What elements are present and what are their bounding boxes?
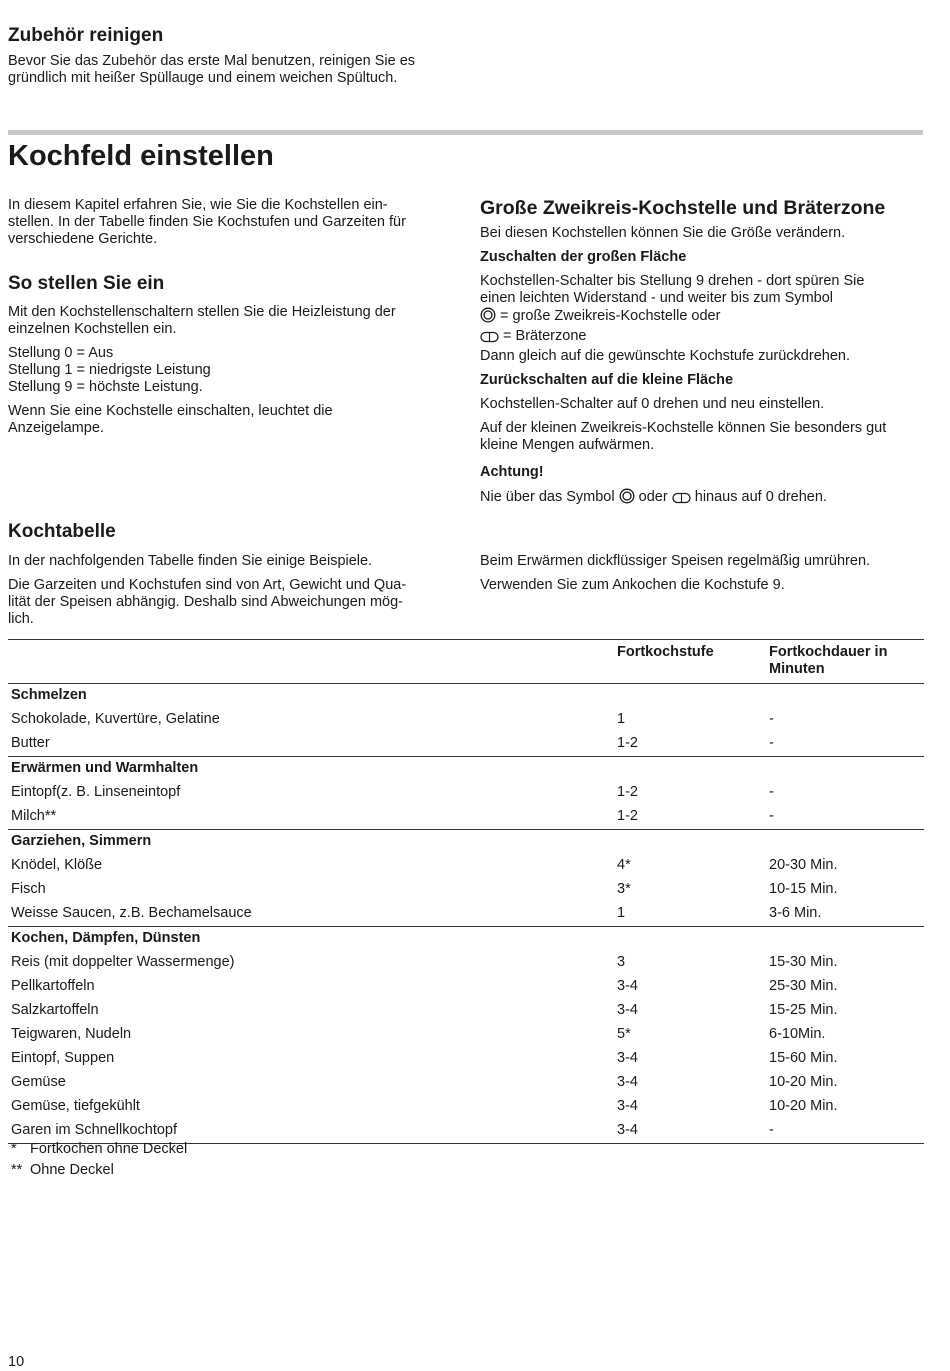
header-level: Fortkochstufe bbox=[617, 644, 714, 660]
dish-cell: Schokolade, Kuvertüre, Gelatine bbox=[11, 711, 220, 727]
chapter-title: Kochfeld einstellen bbox=[8, 140, 274, 172]
time-cell: - bbox=[769, 735, 774, 751]
warning-text: Nie über das Symbol oder hinaus auf 0 drehen. bbox=[480, 488, 925, 509]
time-cell: 6-10Min. bbox=[769, 1026, 826, 1042]
zone-on-text: Kochstellen-Schalter bis Stellung 9 drehen - dort spüren Sie einen leichten Widerstand - und weiter bis zum Symbol = große Zweikreis-Kochstelle oder = Bräterzone Dann gleich auf die gewünschte Kochstufe zurückdrehen. bbox=[480, 273, 865, 364]
chapter-intro: In diesem Kapitel erfahren Sie, wie Sie die Kochstellen ein- stellen. In der Tabelle finden Sie Kochstufen und Garzeiten für verschiedene Gerichte. bbox=[8, 197, 406, 247]
group-name: Erwärmen und Warmhalten bbox=[8, 757, 924, 782]
time-cell: 20-30 Min. bbox=[769, 857, 838, 873]
setup-indicator-note: Wenn Sie eine Kochstelle einschalten, leuchtet die Anzeigelampe. bbox=[8, 403, 333, 436]
warning-heading: Achtung! bbox=[480, 464, 544, 480]
zone-section bbox=[480, 225, 925, 509]
dish-cell: Fisch bbox=[11, 881, 46, 897]
zone-intro: Bei diesen Kochstellen können Sie die Größe verändern. bbox=[480, 225, 846, 241]
table-row bbox=[8, 708, 924, 732]
level-cell: 1-2 bbox=[617, 808, 638, 824]
table-row bbox=[8, 732, 924, 757]
header-time: Fortkochdauer in Minuten bbox=[769, 644, 888, 677]
dish-cell: Eintopf, Suppen bbox=[11, 1050, 115, 1066]
table-row bbox=[8, 1095, 924, 1119]
level-cell: 1-2 bbox=[617, 784, 638, 800]
zone-small-note: Auf der kleinen Zweikreis-Kochstelle können Sie besonders gut kleine Mengen aufwärmen. bbox=[480, 420, 887, 453]
dish-cell: Weisse Saucen, z.B. Bechamelsauce bbox=[11, 905, 252, 921]
level-cell: 1 bbox=[617, 711, 626, 727]
table-row bbox=[8, 781, 924, 805]
time-cell: 3-6 Min. bbox=[769, 905, 822, 921]
group-name: Kochen, Dämpfen, Dünsten bbox=[8, 927, 924, 952]
table-row bbox=[8, 902, 924, 927]
level-cell: 3-4 bbox=[617, 1002, 638, 1018]
header-dish bbox=[8, 640, 614, 684]
level-cell: 3-4 bbox=[617, 1098, 638, 1114]
time-cell: 10-15 Min. bbox=[769, 881, 838, 897]
table-row bbox=[8, 805, 924, 830]
page-number: 10 bbox=[8, 1354, 25, 1370]
level-cell: 4* bbox=[617, 857, 631, 873]
table-row bbox=[8, 975, 924, 999]
table-group-row bbox=[8, 830, 924, 855]
footnotes bbox=[11, 1141, 187, 1179]
level-cell: 3* bbox=[617, 881, 631, 897]
time-cell: 15-25 Min. bbox=[769, 1002, 838, 1018]
table-group-row bbox=[8, 757, 924, 782]
time-cell: - bbox=[769, 784, 774, 800]
setup-text bbox=[8, 304, 448, 437]
zone-off-heading: Zurückschalten auf die kleine Fläche bbox=[480, 372, 734, 388]
table-row bbox=[8, 1119, 924, 1144]
table-body bbox=[8, 684, 924, 1144]
dish-cell: Reis (mit doppelter Wassermenge) bbox=[11, 954, 235, 970]
table-row bbox=[8, 854, 924, 878]
zone-on-heading: Zuschalten der großen Fläche bbox=[480, 249, 687, 265]
setup-heading: So stellen Sie ein bbox=[8, 273, 165, 294]
dish-cell: Teigwaren, Nudeln bbox=[11, 1026, 132, 1042]
accessory-heading: Zubehör reinigen bbox=[8, 25, 164, 46]
zone-off-text: Kochstellen-Schalter auf 0 drehen und neu einstellen. bbox=[480, 396, 825, 412]
accessory-text: Bevor Sie das Zubehör das erste Mal benutzen, reinigen Sie es gründlich mit heißer Spüllauge und einem weichen Spültuch. bbox=[8, 53, 416, 86]
level-cell: 3-4 bbox=[617, 1074, 638, 1090]
dish-cell: Pellkartoffeln bbox=[11, 978, 95, 994]
time-cell: 15-30 Min. bbox=[769, 954, 838, 970]
footnote: ** Ohne Deckel bbox=[11, 1162, 114, 1178]
time-cell: 25-30 Min. bbox=[769, 978, 838, 994]
level-cell: 5* bbox=[617, 1026, 631, 1042]
table-intro-right: Beim Erwärmen dickflüssiger Speisen regelmäßig umrühren. Verwenden Sie zum Ankochen die Kochstufe 9. bbox=[480, 553, 871, 593]
cooking-table bbox=[8, 639, 924, 1144]
time-cell: - bbox=[769, 711, 774, 727]
table-row bbox=[8, 1047, 924, 1071]
table-row bbox=[8, 1023, 924, 1047]
chapter-divider bbox=[8, 130, 923, 135]
dish-cell: Gemüse, tiefgekühlt bbox=[11, 1098, 140, 1114]
table-header-row bbox=[8, 640, 924, 684]
table-group-row bbox=[8, 927, 924, 952]
setup-paragraph: Mit den Kochstellenschaltern stellen Sie die Heizleistung der einzelnen Kochstellen ein. bbox=[8, 304, 396, 337]
table-row bbox=[8, 1071, 924, 1095]
table-intro-left: In der nachfolgenden Tabelle finden Sie einige Beispiele. Die Garzeiten und Kochstufen sind von Art, Gewicht und Qua- lität der Speisen abhängig. Deshalb sind Abweichungen mög- lich. bbox=[8, 553, 407, 627]
dish-cell: Salzkartoffeln bbox=[11, 1002, 99, 1018]
dish-cell: Gemüse bbox=[11, 1074, 66, 1090]
setup-levels: Stellung 0 = Aus Stellung 1 = niedrigste Leistung Stellung 9 = höchste Leistung. bbox=[8, 345, 211, 395]
dish-cell: Eintopf(z. B. Linseneintopf bbox=[11, 784, 181, 800]
time-cell: - bbox=[769, 808, 774, 824]
double-circle-icon bbox=[619, 488, 635, 509]
time-cell: 15-60 Min. bbox=[769, 1050, 838, 1066]
level-cell: 3-4 bbox=[617, 1122, 638, 1138]
group-name: Schmelzen bbox=[11, 687, 87, 703]
double-circle-icon bbox=[480, 307, 496, 328]
time-cell: 10-20 Min. bbox=[769, 1098, 838, 1114]
dish-cell: Knödel, Klöße bbox=[11, 857, 103, 873]
table-heading: Kochtabelle bbox=[8, 521, 116, 542]
table-row bbox=[8, 951, 924, 975]
time-cell: 10-20 Min. bbox=[769, 1074, 838, 1090]
oval-loop-icon bbox=[480, 331, 499, 348]
table-row bbox=[8, 999, 924, 1023]
zone-heading: Große Zweikreis-Kochstelle und Bräterzone bbox=[480, 197, 886, 219]
table-group-row bbox=[8, 684, 924, 709]
oval-loop-icon bbox=[672, 492, 691, 509]
dish-cell: Butter bbox=[11, 735, 50, 751]
table-row bbox=[8, 878, 924, 902]
level-cell: 3-4 bbox=[617, 1050, 638, 1066]
time-cell: - bbox=[769, 1122, 774, 1138]
level-cell: 3 bbox=[617, 954, 626, 970]
footnote: * Fortkochen ohne Deckel bbox=[11, 1141, 188, 1157]
group-name: Garziehen, Simmern bbox=[8, 830, 924, 855]
dish-cell: Garen im Schnellkochtopf bbox=[11, 1122, 178, 1138]
dish-cell: Milch** bbox=[11, 808, 57, 824]
level-cell: 3-4 bbox=[617, 978, 638, 994]
level-cell: 1-2 bbox=[617, 735, 638, 751]
level-cell: 1 bbox=[617, 905, 626, 921]
